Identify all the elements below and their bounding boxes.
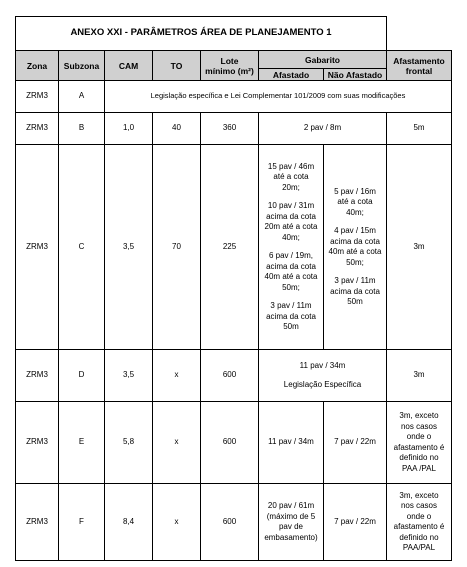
table-row [16, 81, 452, 113]
header-subzona: Subzona [59, 51, 105, 81]
cell-subzona: E [59, 402, 105, 484]
cell-lote: 600 [201, 402, 259, 484]
table-row [16, 145, 452, 350]
header-nao-afastado: Não Afastado [324, 69, 387, 81]
cell-afastamento: 3m [387, 145, 452, 350]
cell-subzona: C [59, 145, 105, 350]
cell-cam: 1,0 [105, 113, 153, 145]
parameters-table [15, 16, 452, 561]
cell-cam: 8,4 [105, 484, 153, 561]
cell-to: x [153, 350, 201, 402]
cell-afastado: 20 pav / 61m (máximo de 5 pav de embasamento) [259, 484, 324, 561]
cell-nao-afastado: 5 pav / 16m até a cota 40m; 4 pav / 15m acima da cota 40m até a cota 50m; 3 pav / 11m acima da cota 50m [324, 145, 387, 350]
table-row [16, 113, 452, 145]
cell-afastado: 15 pav / 46m até a cota 20m; 10 pav / 31m acima da cota 20m até a cota 40m; 6 pav / 19m, acima da cota 40m até a cota 50m; 3 pav / 11m acima da cota 50m [259, 145, 324, 350]
cell-zona: ZRM3 [16, 145, 59, 350]
cell-nao-afastado: 7 pav / 22m [324, 402, 387, 484]
cell-nao-afastado: 7 pav / 22m [324, 484, 387, 561]
table-row [16, 402, 452, 484]
cell-gabarito: 11 pav / 34m Legislação Específica [259, 350, 387, 402]
cell-subzona: B [59, 113, 105, 145]
header-cam: CAM [105, 51, 153, 81]
title-row [16, 17, 452, 51]
cell-subzona: A [59, 81, 105, 113]
cell-lote: 225 [201, 145, 259, 350]
cell-afastamento: 3m, exceto nos casos onde o afastamento é definido no PAA/PAL [387, 484, 452, 561]
cell-zona: ZRM3 [16, 113, 59, 145]
cell-afastamento: 5m [387, 113, 452, 145]
cell-zona: ZRM3 [16, 81, 59, 113]
cell-afastamento: 3m [387, 350, 452, 402]
header-row [16, 51, 452, 69]
document-page [15, 16, 452, 561]
cell-afastamento: 3m, exceto nos casos onde o afastamento é definido no PAA /PAL [387, 402, 452, 484]
cell-cam: 5,8 [105, 402, 153, 484]
cell-lote: 600 [201, 484, 259, 561]
cell-to: x [153, 402, 201, 484]
cell-merged-note: Legislação específica e Lei Complementar 101/2009 com suas modificações [105, 81, 452, 113]
table-row [16, 350, 452, 402]
cell-zona: ZRM3 [16, 350, 59, 402]
header-zona: Zona [16, 51, 59, 81]
cell-lote: 600 [201, 350, 259, 402]
cell-cam: 3,5 [105, 350, 153, 402]
header-afastado: Afastado [259, 69, 324, 81]
cell-zona: ZRM3 [16, 402, 59, 484]
header-afastamento-frontal: Afastamento frontal [387, 51, 452, 81]
cell-cam: 3,5 [105, 145, 153, 350]
cell-afastado: 11 pav / 34m [259, 402, 324, 484]
table-row [16, 484, 452, 561]
cell-to: 70 [153, 145, 201, 350]
cell-lote: 360 [201, 113, 259, 145]
cell-to: 40 [153, 113, 201, 145]
cell-subzona: D [59, 350, 105, 402]
header-lote: Lote mínimo (m²) [201, 51, 259, 81]
cell-subzona: F [59, 484, 105, 561]
cell-zona: ZRM3 [16, 484, 59, 561]
cell-to: x [153, 484, 201, 561]
table-title: ANEXO XXI - PARÂMETROS ÁREA DE PLANEJAMENTO 1 [16, 17, 387, 51]
header-to: TO [153, 51, 201, 81]
cell-gabarito: 2 pav / 8m [259, 113, 387, 145]
header-gabarito: Gabarito [259, 51, 387, 69]
